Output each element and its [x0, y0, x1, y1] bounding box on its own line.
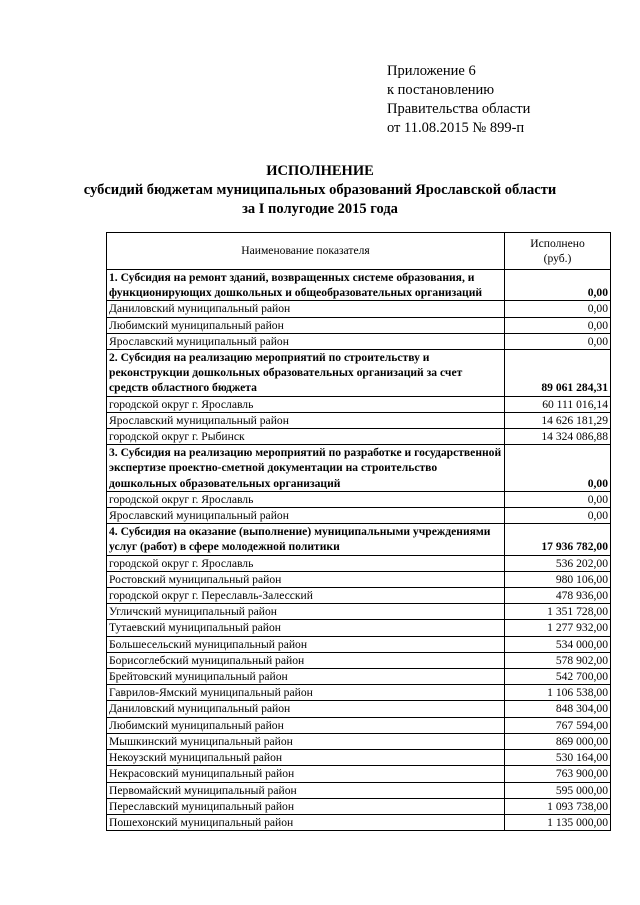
table-row — [107, 652, 611, 668]
row-value: 1 277 932,00 — [505, 620, 611, 636]
section-row — [107, 524, 611, 555]
table-row — [107, 571, 611, 587]
row-value: 0,00 — [505, 491, 611, 507]
row-name: Первомайский муниципальный район — [107, 782, 505, 798]
appendix-line: от 11.08.2015 № 899-п — [387, 120, 525, 136]
row-name: городской округ г. Ярославль — [107, 396, 505, 412]
table-row — [107, 491, 611, 507]
row-value: 60 111 016,14 — [505, 396, 611, 412]
section-title: 4. Субсидия на оказание (выполнение) муниципальными учреждениями услуг (работ) в сфере молодежной политики — [107, 524, 505, 555]
section-title: 2. Субсидия на реализацию мероприятий по строительству и реконструкции дошкольных образовательных организаций за счет средств областного бюджета — [107, 350, 505, 397]
table-row — [107, 733, 611, 749]
row-value: 1 106 538,00 — [505, 685, 611, 701]
table-row — [107, 814, 611, 830]
table-row — [107, 782, 611, 798]
table-row — [107, 555, 611, 571]
section-total: 0,00 — [505, 445, 611, 492]
row-name: Угличский муниципальный район — [107, 604, 505, 620]
table-row — [107, 333, 611, 349]
row-name: Даниловский муниципальный район — [107, 301, 505, 317]
appendix-line: Правительства области — [387, 101, 531, 117]
table-row — [107, 750, 611, 766]
table-row — [107, 396, 611, 412]
row-value: 0,00 — [505, 301, 611, 317]
table-row — [107, 604, 611, 620]
row-value: 0,00 — [505, 317, 611, 333]
row-value: 14 626 181,29 — [505, 412, 611, 428]
row-value: 536 202,00 — [505, 555, 611, 571]
appendix-line: Приложение 6 — [387, 63, 476, 79]
row-name: городской округ г. Переславль-Залесский — [107, 588, 505, 604]
row-value: 763 900,00 — [505, 766, 611, 782]
section-title: 3. Субсидия на реализацию мероприятий по разработке и государственной экспертизе проектно-сметной документации на строительство дошкольных образовательных организаций — [107, 445, 505, 492]
section-total: 17 936 782,00 — [505, 524, 611, 555]
table-row — [107, 766, 611, 782]
table-row — [107, 669, 611, 685]
section-title: 1. Субсидия на ремонт зданий, возвращенных системе образования, и функционирующих дошкольных и общеобразовательных организаций — [107, 270, 505, 301]
row-name: Некоузский муниципальный район — [107, 750, 505, 766]
row-value: 530 164,00 — [505, 750, 611, 766]
section-row — [107, 270, 611, 301]
table-header-row — [107, 233, 611, 270]
column-header-value-line: (руб.) — [543, 252, 572, 265]
row-value: 980 106,00 — [505, 571, 611, 587]
table-row — [107, 508, 611, 524]
row-name: Ярославский муниципальный район — [107, 412, 505, 428]
row-name: Ярославский муниципальный район — [107, 333, 505, 349]
section-total: 0,00 — [505, 270, 611, 301]
section-row — [107, 445, 611, 492]
row-name: Ростовский муниципальный район — [107, 571, 505, 587]
table-body — [107, 270, 611, 831]
row-name: городской округ г. Ярославль — [107, 491, 505, 507]
table-row — [107, 588, 611, 604]
row-name: Мышкинский муниципальный район — [107, 733, 505, 749]
title-line: субсидий бюджетам муниципальных образований Ярославской области — [83, 182, 557, 198]
row-value: 767 594,00 — [505, 717, 611, 733]
row-value: 1 351 728,00 — [505, 604, 611, 620]
column-header-name: Наименование показателя — [107, 233, 505, 270]
row-name: Брейтовский муниципальный район — [107, 669, 505, 685]
row-value: 0,00 — [505, 508, 611, 524]
row-value: 0,00 — [505, 333, 611, 349]
row-name: Пошехонский муниципальный район — [107, 814, 505, 830]
row-value: 869 000,00 — [505, 733, 611, 749]
row-value: 848 304,00 — [505, 701, 611, 717]
section-row — [107, 350, 611, 397]
table-row — [107, 317, 611, 333]
table-row — [107, 685, 611, 701]
row-name: Переславский муниципальный район — [107, 798, 505, 814]
row-name: Ярославский муниципальный район — [107, 508, 505, 524]
row-name: Любимский муниципальный район — [107, 317, 505, 333]
title-line: за I полугодие 2015 года — [242, 201, 398, 217]
row-value: 578 902,00 — [505, 652, 611, 668]
row-name: Тутаевский муниципальный район — [107, 620, 505, 636]
appendix-reference — [387, 62, 530, 138]
row-name: городской округ г. Ярославль — [107, 555, 505, 571]
column-header-value-line: Исполнено — [530, 236, 585, 250]
table-row — [107, 701, 611, 717]
table-row — [107, 429, 611, 445]
table-row — [107, 412, 611, 428]
appendix-line: к постановлению — [387, 82, 495, 98]
column-header-value — [505, 233, 611, 270]
row-value: 1 135 000,00 — [505, 814, 611, 830]
table-row — [107, 717, 611, 733]
row-value: 14 324 086,88 — [505, 429, 611, 445]
title-line: ИСПОЛНЕНИЕ — [266, 163, 374, 179]
table-row — [107, 301, 611, 317]
row-name: Даниловский муниципальный район — [107, 701, 505, 717]
document-title — [0, 162, 640, 219]
row-name: городской округ г. Рыбинск — [107, 429, 505, 445]
row-value: 595 000,00 — [505, 782, 611, 798]
row-value: 542 700,00 — [505, 669, 611, 685]
table-row — [107, 636, 611, 652]
row-value: 1 093 738,00 — [505, 798, 611, 814]
row-value: 478 936,00 — [505, 588, 611, 604]
row-name: Гаврилов-Ямский муниципальный район — [107, 685, 505, 701]
row-name: Борисоглебский муниципальный район — [107, 652, 505, 668]
table-row — [107, 620, 611, 636]
section-total: 89 061 284,31 — [505, 350, 611, 397]
row-name: Некрасовский муниципальный район — [107, 766, 505, 782]
row-value: 534 000,00 — [505, 636, 611, 652]
table-row — [107, 798, 611, 814]
subsidies-table — [106, 232, 611, 831]
row-name: Большесельский муниципальный район — [107, 636, 505, 652]
row-name: Любимский муниципальный район — [107, 717, 505, 733]
